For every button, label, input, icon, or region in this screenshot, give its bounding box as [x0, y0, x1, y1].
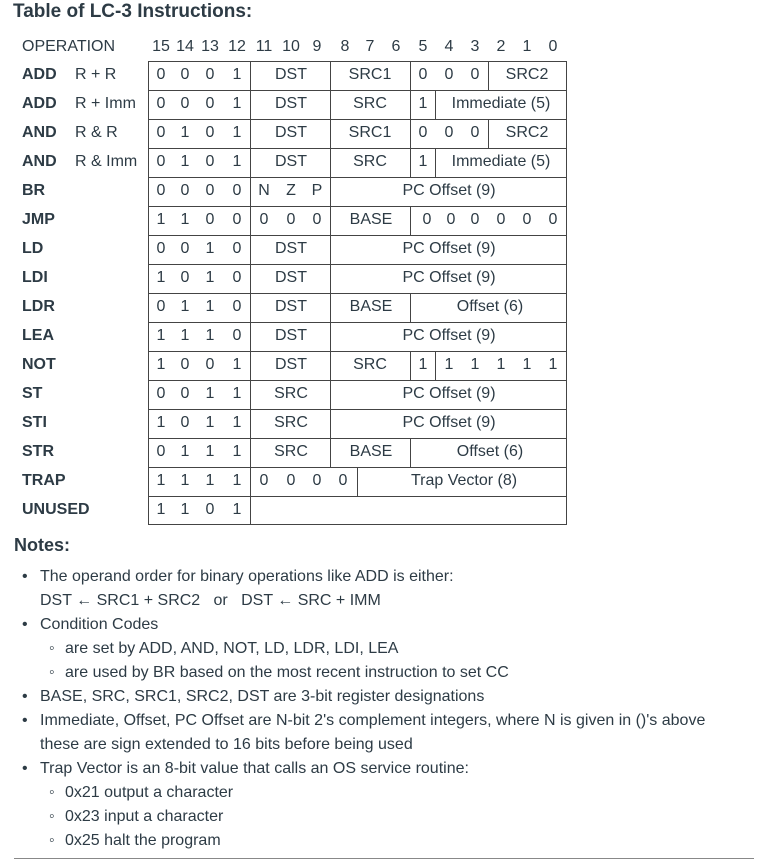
field-divider: [330, 61, 331, 90]
field-divider: [410, 438, 411, 467]
row-op: ST: [22, 385, 43, 402]
field-cell: Immediate (5): [451, 153, 551, 170]
field-cell: BASE: [349, 443, 393, 460]
bullet-icon: •: [22, 688, 28, 705]
row-op: LEA: [22, 327, 54, 344]
bit-header: 4: [444, 38, 454, 55]
note-cc-set: are set by ADD, AND, NOT, LD, LDR, LDI, LEA: [65, 640, 399, 657]
field-cell: 0: [205, 153, 215, 170]
row-op: JMP: [22, 211, 55, 228]
row-divider: [148, 322, 567, 323]
field-cell: 0: [180, 356, 190, 373]
row-desc: R & Imm: [75, 153, 138, 170]
field-cell: 0: [232, 298, 242, 315]
note-registers: BASE, SRC, SRC1, SRC2, DST are 3-bit register designations: [40, 688, 485, 705]
field-cell: BASE: [349, 298, 393, 315]
field-cell: SRC1: [348, 66, 392, 83]
field-cell: 0: [156, 182, 166, 199]
row-desc: R & R: [75, 124, 118, 141]
row-op: UNUSED: [22, 501, 90, 518]
field-divider: [250, 351, 251, 380]
bit-header: 10: [282, 38, 300, 55]
field-cell: 1: [548, 356, 558, 373]
field-divider: [330, 206, 331, 235]
field-cell: PC Offset (9): [402, 269, 496, 286]
field-cell: 1: [232, 472, 242, 489]
field-divider: [250, 148, 251, 177]
field-cell: 0: [180, 66, 190, 83]
field-cell: 1: [205, 385, 215, 402]
field-divider: [488, 119, 489, 148]
field-cell: BASE: [349, 211, 393, 228]
sub-bullet-icon: ◦: [49, 664, 55, 681]
field-cell: 1: [232, 443, 242, 460]
field-cell: PC Offset (9): [402, 240, 496, 257]
field-cell: 0: [205, 356, 215, 373]
sub-bullet-icon: ◦: [49, 784, 55, 801]
bit-header: 6: [391, 38, 401, 55]
field-cell: 0: [496, 211, 506, 228]
field-divider: [410, 206, 411, 235]
field-cell: 1: [156, 356, 166, 373]
note-operand-order: The operand order for binary operations like ADD is either:: [40, 568, 454, 585]
field-divider: [250, 177, 251, 206]
field-cell: 0: [232, 182, 242, 199]
field-cell: SRC: [274, 385, 308, 402]
field-divider: [250, 119, 251, 148]
field-cell: PC Offset (9): [402, 182, 496, 199]
field-cell: PC Offset (9): [402, 414, 496, 431]
field-cell: DST: [275, 269, 307, 286]
field-cell: 1: [232, 124, 242, 141]
row-op: AND: [22, 153, 57, 170]
field-cell: SRC: [274, 414, 308, 431]
field-divider: [410, 119, 411, 148]
row-op: NOT: [22, 356, 56, 373]
note-cc-used: are used by BR based on the most recent instruction to set CC: [65, 664, 509, 681]
field-cell: 1: [180, 153, 190, 170]
row-divider: [148, 293, 567, 294]
field-cell: SRC: [274, 443, 308, 460]
field-cell: 1: [180, 327, 190, 344]
field-cell: 1: [156, 211, 166, 228]
field-cell: DST: [275, 298, 307, 315]
field-cell: 1: [205, 240, 215, 257]
row-divider: [148, 206, 567, 207]
field-divider: [435, 351, 436, 380]
field-divider: [330, 409, 331, 438]
field-cell: 0: [312, 211, 322, 228]
field-cell: SRC: [353, 356, 387, 373]
field-cell: 1: [180, 124, 190, 141]
field-divider: [435, 90, 436, 119]
row-op: LDI: [22, 269, 48, 286]
field-cell: 1: [522, 356, 532, 373]
bit-header: 5: [418, 38, 428, 55]
field-cell: 0: [205, 66, 215, 83]
sub-bullet-icon: ◦: [49, 640, 55, 657]
field-cell: 1: [232, 356, 242, 373]
field-cell: 1: [180, 472, 190, 489]
field-divider: [330, 264, 331, 293]
field-divider: [330, 351, 331, 380]
row-desc: R + R: [75, 66, 117, 83]
field-cell: DST: [275, 327, 307, 344]
field-cell: 1: [205, 443, 215, 460]
field-cell: 1: [156, 414, 166, 431]
row-divider: [148, 177, 567, 178]
trap-item: 0x21 output a character: [65, 784, 234, 801]
field-divider: [410, 90, 411, 119]
field-divider: [330, 235, 331, 264]
field-cell: 1: [205, 298, 215, 315]
bit-header: 2: [496, 38, 506, 55]
row-divider: [148, 235, 567, 236]
field-cell: Offset (6): [456, 443, 524, 460]
row-divider: [148, 148, 567, 149]
sub-bullet-icon: ◦: [49, 832, 55, 849]
note-condition-codes: Condition Codes: [40, 616, 159, 633]
row-divider: [148, 409, 567, 410]
field-divider: [250, 409, 251, 438]
row-op: BR: [22, 182, 46, 199]
field-cell: DST: [275, 66, 307, 83]
field-cell: SRC2: [505, 66, 549, 83]
field-cell: 1: [180, 443, 190, 460]
field-cell: 1: [496, 356, 506, 373]
field-divider: [330, 322, 331, 351]
bullet-icon: •: [22, 760, 28, 777]
field-cell: 0: [338, 472, 348, 489]
field-divider: [330, 148, 331, 177]
field-divider: [410, 61, 411, 90]
field-cell: 0: [205, 95, 215, 112]
field-divider: [250, 264, 251, 293]
field-cell: 0: [205, 182, 215, 199]
field-cell: 0: [444, 66, 454, 83]
row-divider: [148, 264, 567, 265]
bit-header: 12: [228, 38, 246, 55]
field-cell: 1: [232, 66, 242, 83]
field-cell: 0: [232, 269, 242, 286]
field-cell: 1: [180, 298, 190, 315]
field-cell: 0: [232, 327, 242, 344]
row-op: ADD: [22, 95, 57, 112]
bit-header: 8: [340, 38, 350, 55]
field-cell: 0: [259, 211, 269, 228]
row-divider: [148, 438, 567, 439]
bit-header: 14: [176, 38, 194, 55]
field-divider: [250, 206, 251, 235]
field-cell: 0: [180, 414, 190, 431]
bit-header: 0: [548, 38, 558, 55]
field-cell: 0: [156, 240, 166, 257]
field-cell: 0: [180, 385, 190, 402]
bit-header: 3: [470, 38, 480, 55]
field-cell: 0: [156, 95, 166, 112]
field-cell: SRC1: [348, 124, 392, 141]
field-cell: 1: [232, 153, 242, 170]
field-cell: 1: [156, 269, 166, 286]
trap-item: 0x25 halt the program: [65, 832, 221, 849]
field-cell: P: [311, 182, 323, 199]
field-cell: DST: [275, 124, 307, 141]
row-divider: [148, 380, 567, 381]
field-cell: PC Offset (9): [402, 385, 496, 402]
note-immediate-line2: these are sign extended to 16 bits before being used: [40, 736, 413, 753]
field-cell: 1: [156, 327, 166, 344]
field-cell: 1: [205, 269, 215, 286]
field-divider: [250, 496, 251, 525]
field-cell: SRC2: [505, 124, 549, 141]
field-cell: N: [258, 182, 270, 199]
field-cell: DST: [275, 153, 307, 170]
field-cell: 1: [232, 414, 242, 431]
field-cell: 0: [180, 240, 190, 257]
field-cell: 0: [156, 153, 166, 170]
field-divider: [250, 322, 251, 351]
field-cell: 0: [205, 501, 215, 518]
field-cell: 0: [548, 211, 558, 228]
field-cell: 0: [259, 472, 269, 489]
field-cell: 1: [418, 95, 428, 112]
field-cell: 1: [418, 153, 428, 170]
field-cell: Immediate (5): [451, 95, 551, 112]
row-op: ADD: [22, 66, 57, 83]
field-cell: 0: [205, 211, 215, 228]
field-cell: 0: [470, 66, 480, 83]
field-cell: 1: [205, 327, 215, 344]
field-cell: 0: [180, 95, 190, 112]
bottom-divider: [14, 858, 754, 859]
field-divider: [488, 61, 489, 90]
bit-header: 13: [201, 38, 219, 55]
field-cell: SRC: [353, 95, 387, 112]
bit-header: 7: [365, 38, 375, 55]
field-cell: 1: [180, 211, 190, 228]
field-cell: 0: [156, 443, 166, 460]
note-trap: Trap Vector is an 8-bit value that calls an OS service routine:: [40, 760, 469, 777]
field-cell: 0: [446, 211, 456, 228]
field-cell: DST: [275, 95, 307, 112]
field-divider: [330, 90, 331, 119]
note-immediate-line1: Immediate, Offset, PC Offset are N-bit 2's complement integers, where N is given in ()'s above: [40, 712, 706, 729]
field-divider: [435, 148, 436, 177]
field-cell: SRC: [353, 153, 387, 170]
field-cell: 1: [156, 501, 166, 518]
field-divider: [250, 90, 251, 119]
field-cell: Trap Vector (8): [410, 472, 518, 489]
field-divider: [250, 380, 251, 409]
row-desc: R + Imm: [75, 95, 136, 112]
field-cell: 0: [444, 124, 454, 141]
field-cell: 1: [470, 356, 480, 373]
field-divider: [330, 119, 331, 148]
field-cell: 0: [232, 240, 242, 257]
field-divider: [410, 293, 411, 322]
field-cell: Z: [286, 182, 296, 199]
field-divider: [357, 467, 358, 496]
bit-header: 11: [255, 38, 273, 55]
field-cell: 0: [422, 211, 432, 228]
row-divider: [148, 496, 567, 497]
row-op: STR: [22, 443, 54, 460]
field-cell: 0: [470, 211, 480, 228]
field-cell: 0: [418, 124, 428, 141]
field-cell: 1: [205, 414, 215, 431]
field-cell: 0: [522, 211, 532, 228]
field-cell: 1: [418, 356, 428, 373]
note-operand-forms: DST ← SRC1 + SRC2 or DST ← SRC + IMM: [40, 592, 381, 609]
field-cell: 0: [156, 385, 166, 402]
row-divider: [148, 351, 567, 352]
row-op: AND: [22, 124, 57, 141]
field-divider: [410, 148, 411, 177]
field-divider: [250, 293, 251, 322]
sub-bullet-icon: ◦: [49, 808, 55, 825]
field-cell: 0: [180, 269, 190, 286]
field-cell: Offset (6): [456, 298, 524, 315]
field-cell: 0: [156, 298, 166, 315]
row-divider: [148, 119, 567, 120]
page-title: Table of LC-3 Instructions:: [13, 1, 253, 22]
row-op: STI: [22, 414, 47, 431]
field-divider: [410, 351, 411, 380]
bit-header: 1: [522, 38, 532, 55]
field-cell: 0: [312, 472, 322, 489]
row-op: LDR: [22, 298, 55, 315]
field-cell: DST: [275, 240, 307, 257]
field-divider: [250, 61, 251, 90]
field-cell: 1: [180, 501, 190, 518]
bit-header: 15: [152, 38, 170, 55]
field-divider: [330, 438, 331, 467]
row-op: TRAP: [22, 472, 66, 489]
field-cell: 0: [205, 124, 215, 141]
field-cell: 0: [470, 124, 480, 141]
field-cell: 1: [232, 385, 242, 402]
notes-heading: Notes:: [14, 535, 71, 555]
field-cell: 1: [232, 95, 242, 112]
bit-header: 9: [312, 38, 322, 55]
row-op: LD: [22, 240, 44, 257]
field-cell: 0: [180, 182, 190, 199]
header-operation: OPERATION: [22, 38, 116, 55]
field-cell: 1: [156, 472, 166, 489]
field-divider: [330, 177, 331, 206]
bullet-icon: •: [22, 568, 28, 585]
field-divider: [250, 467, 251, 496]
field-cell: 1: [444, 356, 454, 373]
field-divider: [250, 235, 251, 264]
field-cell: 0: [286, 211, 296, 228]
bullet-icon: •: [22, 712, 28, 729]
field-cell: 0: [232, 211, 242, 228]
field-cell: 0: [418, 66, 428, 83]
field-cell: 1: [232, 501, 242, 518]
field-divider: [250, 438, 251, 467]
field-cell: 1: [205, 472, 215, 489]
field-cell: 0: [286, 472, 296, 489]
row-divider: [148, 90, 567, 91]
field-cell: 0: [156, 124, 166, 141]
field-divider: [330, 380, 331, 409]
trap-item: 0x23 input a character: [65, 808, 224, 825]
field-cell: PC Offset (9): [402, 327, 496, 344]
field-cell: 0: [156, 66, 166, 83]
field-divider: [330, 293, 331, 322]
bullet-icon: •: [22, 616, 28, 633]
field-cell: DST: [275, 356, 307, 373]
